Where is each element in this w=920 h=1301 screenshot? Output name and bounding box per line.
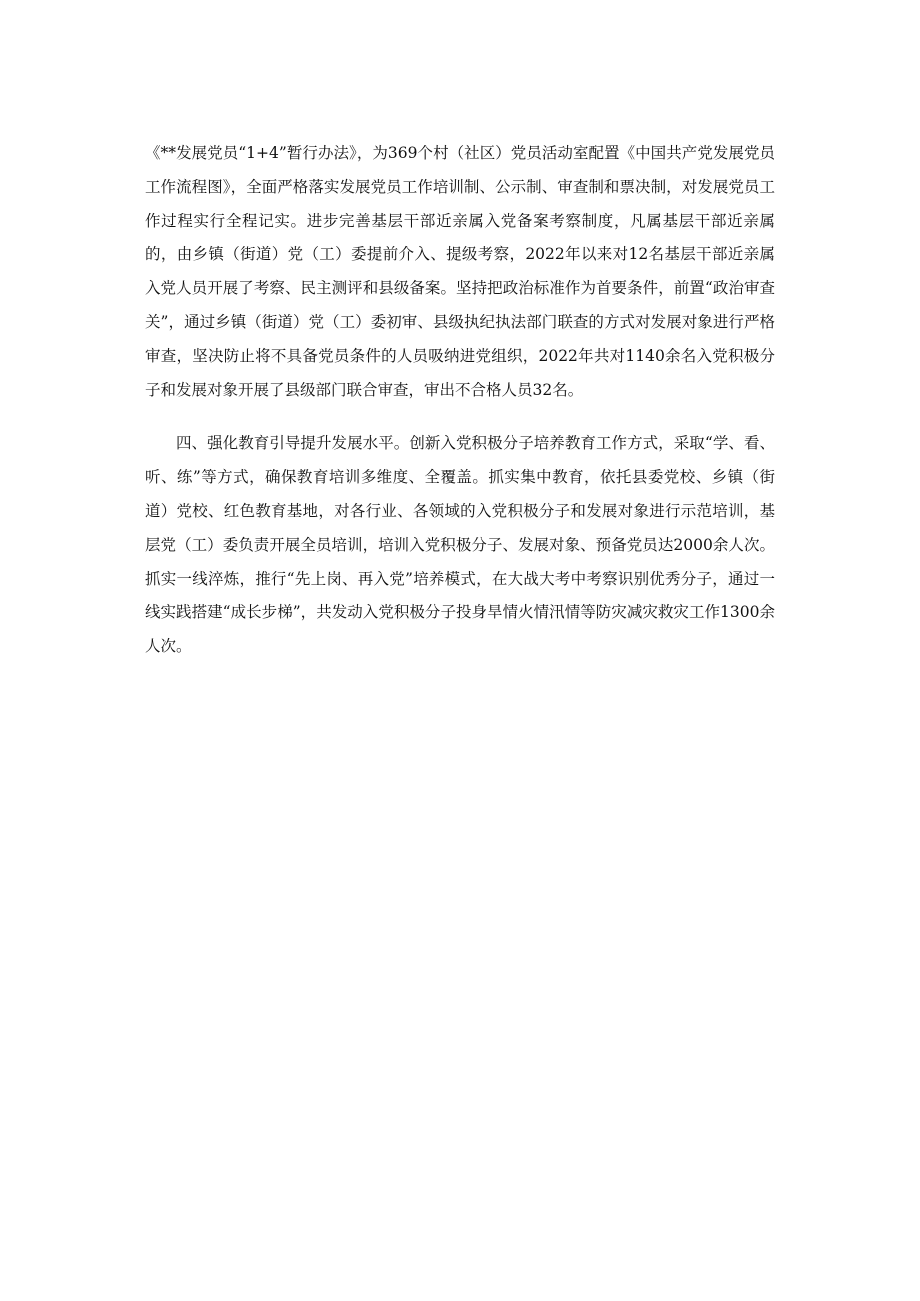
document-body [145, 137, 775, 664]
paragraph-continuation: 《**发展党员“1+4”暂行办法》，为369个村（社区）党员活动室配置《中国共产党发展党员工作流程图》，全面严格落实发展党员工作培训制、公示制、审查制和票决制，对发展党员工作过程实行全程记实。进步完善基层干部近亲属入党备案考察制度，凡属基层干部近亲属的，由乡镇（街道）党（工）委提前介入、提级考察，2022年以来对12名基层干部近亲属入党人员开展了考察、民主测评和县级备案。坚持把政治标准作为首要条件，前置“政治审查关”，通过乡镇（街道）党（工）委初审、县级执纪执法部门联查的方式对发展对象进行严格审查，坚决防止将不具备党员条件的人员吸纳进党组织，2022年共对1140余名入党积极分子和发展对象开展了县级部门联合审查，审出不合格人员32名。 [145, 144, 775, 399]
paragraph-section-four: 四、强化教育引导提升发展水平。创新入党积极分子培养教育工作方式，采取“学、看、听、练”等方式，确保教育培训多维度、全覆盖。抓实集中教育，依托县委党校、乡镇（街道）党校、红色教育基地，对各行业、各领域的入党积极分子和发展对象进行示范培训，基层党（工）委负责开展全员培训，培训入党积极分子、发展对象、预备党员达2000余人次。抓实一线淬炼，推行“先上岗、再入党”培养模式，在大战大考中考察识别优秀分子，通过一线实践搭建“成长步梯”，共发动入党积极分子投身旱情火情汛情等防灾减灾救灾工作1300余人次。 [145, 434, 775, 656]
